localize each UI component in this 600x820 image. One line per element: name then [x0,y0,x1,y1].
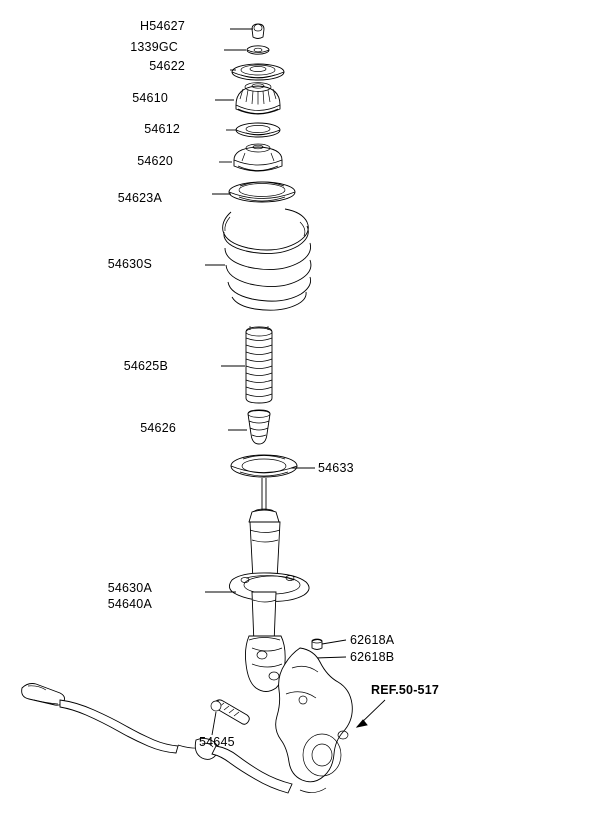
part-label-54633: 54633 [318,461,354,475]
part-label-54645: 54645 [199,735,235,749]
part-bearing-54612 [236,123,280,137]
part-strut-shaft [254,478,274,515]
part-label-54630a: 54630A [107,581,152,595]
part-arm-tail [212,746,292,793]
part-label-62618b: 62618B [350,650,395,664]
part-label-54630s: 54630S [107,257,152,271]
part-lower-arm-link [60,700,178,753]
part-spring-seat-54620 [234,144,282,171]
part-label-h54627: H54627 [140,19,185,33]
part-label-54612: 54612 [144,122,180,136]
leader-ref-50-517 [357,700,385,727]
part-label-54620: 54620 [137,154,173,168]
part-nut-h54627 [252,24,264,39]
part-bolt-54645 [211,700,249,735]
part-coil-spring-54630s [223,209,311,310]
part-lower-arm-stub [22,684,65,706]
part-dust-cover-54625b [246,326,272,403]
part-label-62618a: 62618A [350,633,395,647]
part-label-54626: 54626 [140,421,176,435]
part-label-54622: 54622 [149,59,185,73]
part-bump-stop-54626 [248,410,270,444]
part-lower-spring-pad-54633 [231,455,297,477]
part-strut-mount-54610 [236,83,280,114]
part-washer-1339gc [247,46,269,54]
part-insulator-54622 [232,64,284,80]
part-label-54625b: 54625B [123,359,168,373]
part-steering-knuckle-ref-50-517 [276,648,353,793]
part-label-54640a: 54640A [107,597,152,611]
part-bolt-62618a [312,639,346,650]
part-label-1339gc: 1339GC [130,40,178,54]
part-label-54610: 54610 [132,91,168,105]
part-label-ref-50-517: REF.50-517 [371,683,440,697]
part-label-54623a: 54623A [117,191,162,205]
part-spring-pad-54623a [229,182,295,202]
